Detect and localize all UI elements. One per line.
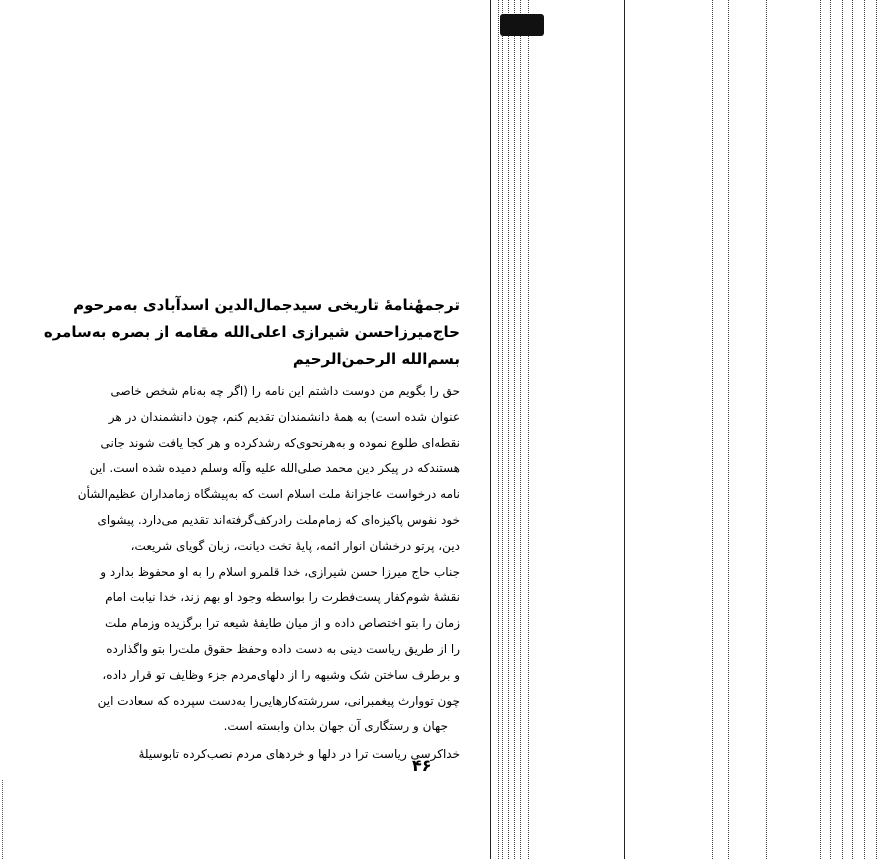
body-line: نقطه‌ای طلوع نموده و به‌هرنحوی‌که رشدکرده و هر کجا یافت شوند جانی — [100, 435, 460, 450]
body-line: نقشهٔ شوم‌کفار پست‌فطرت را بواسطه وجود او بهم زند، خدا نیابت امام — [105, 590, 460, 605]
body-line: جهان و رستگاری آن جهان بدان وابسته است. — [223, 719, 448, 734]
body-line: نامه درخواست عاجزانهٔ ملت اسلام است که به‌پیشگاه زمامداران عظیم‌الشأن — [77, 487, 460, 502]
body-line: حق را بگویم من دوست داشتم این نامه را (اگر چه به‌نام شخص خاصی — [110, 384, 460, 398]
heading-line: بسم‌الله الرحمن‌الرحیم — [292, 350, 460, 368]
heading-line: ترجمهٔنامهٔ تاریخی سیدجمال‌الدین اسدآبادی به‌مرحوم — [73, 296, 460, 314]
body-line: خود نفوس پاکیزه‌ای که زمام‌ملت رادرکف‌گرفته‌اند تقدیم می‌دارد. پیشوای — [97, 512, 460, 527]
left-margin-mark — [2, 780, 4, 859]
binding-mark — [500, 14, 544, 36]
letter-heading — [43, 292, 460, 373]
body-line: زمان را بتو اختصاص داده و از میان طایفهٔ شیعه ترا برگزیده وزمام ملت — [104, 616, 460, 631]
body-line: را از طریق ریاست دینی به دست داده وحفظ حقوق ملت‌را بتو واگذارده — [106, 641, 460, 656]
heading-line: حاج‌میرزاحسن شیرازی اعلی‌الله مقامه از بصره به‌سامره — [43, 323, 460, 341]
body-line: هستندکه در پیکر دین محمد صلی‌الله علیه وآله وسلم دمیده شده است. این — [89, 461, 460, 476]
page-content — [43, 292, 460, 768]
body-line: جناب حاج میرزا حسن شیرازی، خدا قلمرو اسلام را به او محفوظ بدارد و — [100, 564, 460, 579]
body-line-last-paragraph: خداکرسی ریاست ترا در دلها و خردهای مردم نصب‌کرده تابوسیلهٔ — [138, 747, 460, 762]
body-line: و برطرف ساختن شک وشبهه را از دلهای‌مردم جزء وظایف تو قرار داده، — [102, 667, 460, 682]
body-line: عنوان شده است) به همهٔ دانشمندان تقدیم کنم، چون دانشمندان در هر — [108, 409, 460, 424]
body-line: دین، پرتو درخشان انوار ائمه، پایهٔ تخت دیانت، زبان گویای شریعت، — [130, 538, 460, 553]
body-line: چون تووارث پیغمبرانی، سررشته‌کارهایی‌را به‌دست سپرده که سعادت این — [97, 693, 460, 708]
letter-body — [68, 379, 460, 768]
page-edge-strip — [490, 0, 884, 859]
page-number: ۴۶ — [412, 756, 432, 775]
